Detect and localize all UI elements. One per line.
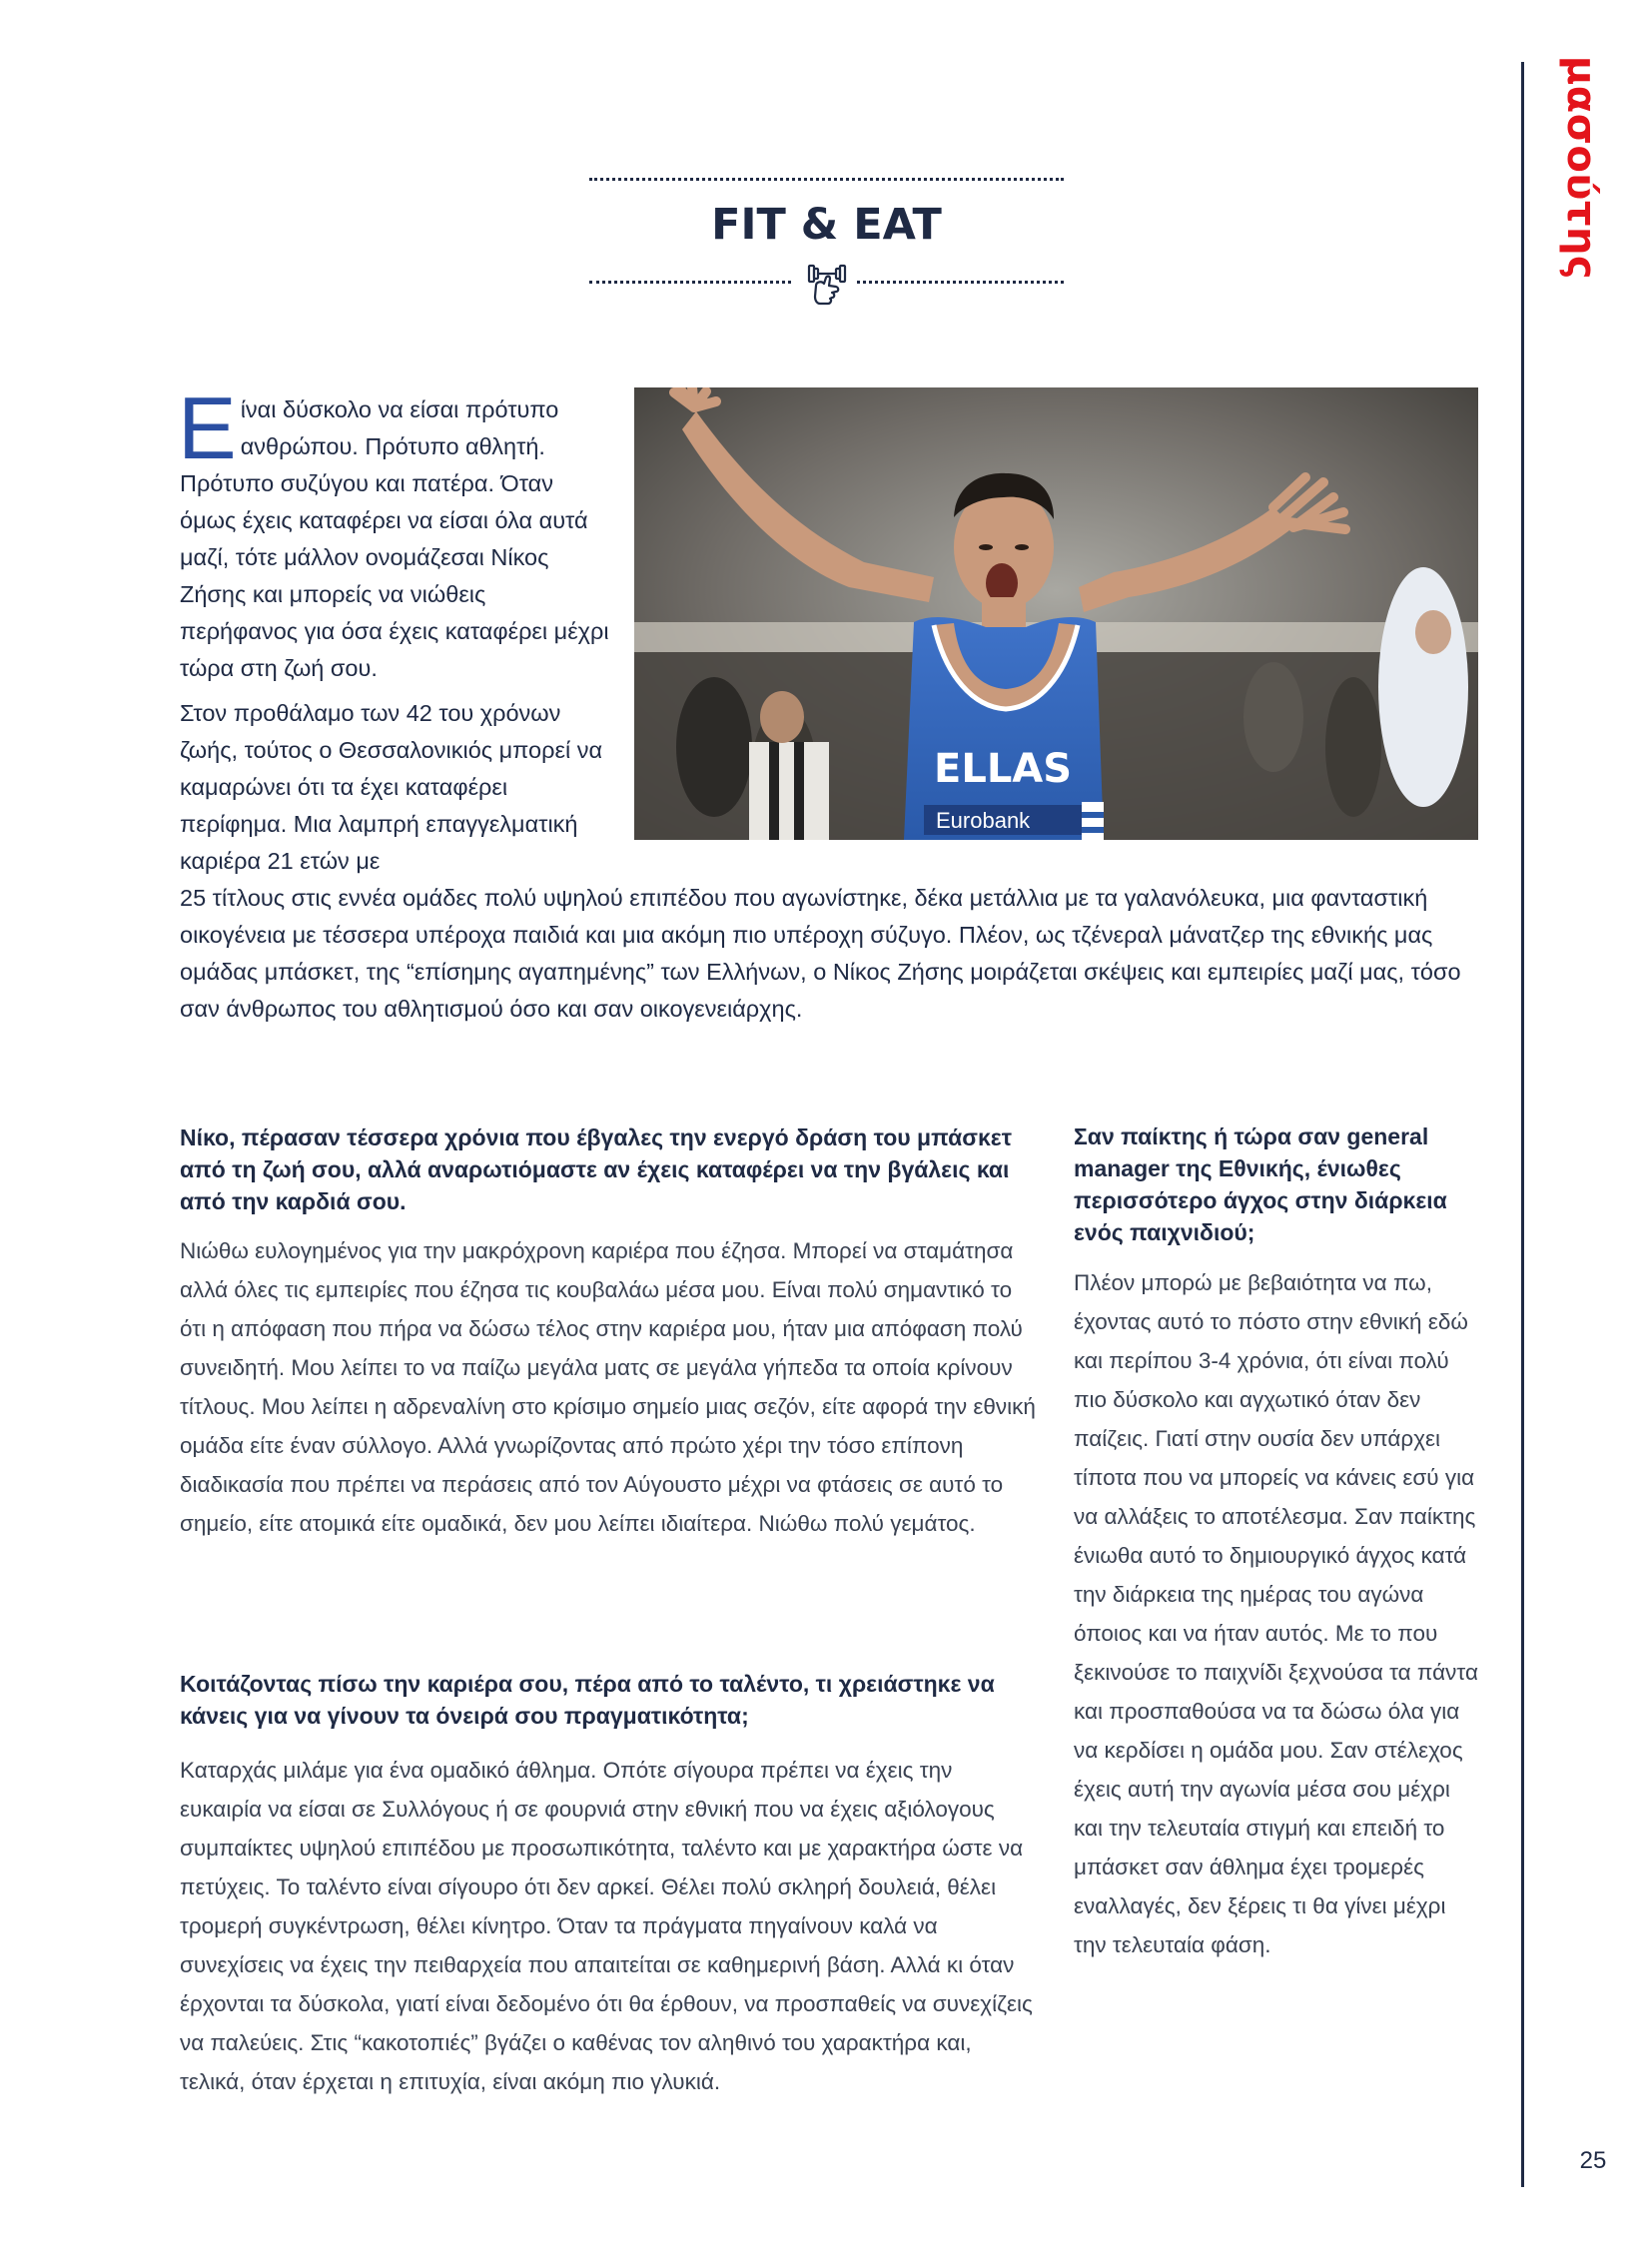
question-2: Κοιτάζοντας πίσω την καριέρα σου, πέρα από το ταλέντο, τι χρειάστηκε να κάνεις για να γίνουν τα όνειρά σου πραγματικότητα; — [180, 1671, 995, 1729]
intro-paragraph-1 — [178, 378, 609, 687]
article-photo — [634, 387, 1478, 840]
sponsor-text: Eurobank — [936, 808, 1031, 833]
section-divider-left — [589, 281, 791, 284]
intro-paragraph-2-continued: 25 τίτλους στις εννέα ομάδες πολύ υψηλού επιπέδου που αγωνίστηκε, δέκα μετάλλια με τα γαλανόλευκα, μια φανταστική οικογένεια με τέσσερα υπέροχα παιδιά και μια ακόμη πιο υπέροχη σύζυγο. Πλέον, ως τζένεραλ μάνατζερ της εθνικής μας ομάδας μπάσκετ, της “επίσημης αγαπημένης” των Ελλήνων, ο Νίκος Ζήσης μοιράζεται σκέψεις και εμπειρίες μαζί μας, τόσο σαν άνθρωπος του αθλητισμού όσο και σαν οικογενειάρχης. — [180, 885, 1461, 1022]
answer-3: Πλέον μπορώ με βεβαιότητα να πω, έχοντας αυτό το πόστο στην εθνική εδώ και περίπου 3-4 χρόνια, ότι είναι πολύ πιο δύσκολο και αγχωτικό όταν δεν παίζεις. Γιατί στην ουσία δεν υπάρχει τίποτα που να μπορείς να κάνεις εσύ για να αλλάξεις το αποτέλεσμα. Σαν παίκτης ένιωθα αυτό το δημιουργικό άγχος κατά την διάρκεια της ημέρας του αγώνα όποιος και να ήταν αυτός. Με το που ξεκινούσε το παιχνίδι ξεχνούσα τα πάντα και προσπαθούσα να τα δώσω όλα για να κερδίσει η ομάδα μου. Σαν στέλεχος έχεις αυτή την αγωνία μέσα σου μέχρι και την τελευταία στιγμή και επειδή το μπάσκετ σαν άθλημα έχει τρομερές εναλλαγές, δεν ξέρεις τι θα γίνει μέχρι την τελευταία φάση. — [1074, 1270, 1478, 1957]
page-number: 25 — [1579, 2147, 1607, 2174]
section-divider-right — [857, 281, 1064, 284]
jersey-text: ELLAS — [934, 746, 1073, 792]
question-3: Σαν παίκτης ή τώρα σαν general manager της Εθνικής, ένιωθες περισσότερο άγχος στην διάρκεια ενός παιχνιδιού; — [1074, 1123, 1447, 1245]
intro-paragraph-1-text: ίναι δύσκολο να είσαι πρότυπο ανθρώπου. Πρότυπο αθλητή. Πρότυπο συζύγου και πατέρα. Όταν όμως έχεις καταφέρει να είσαι όλα αυτά μαζί, τότε μάλλον ονομάζεσαι Νίκος Ζήσης και μπορείς να νιώθεις περήφανος για όσα έχεις καταφέρει μέχρι τώρα στη ζωή σου. — [180, 396, 609, 681]
section-title: FIT & EAT — [711, 200, 942, 250]
answer-2: Καταρχάς μιλάμε για ένα ομαδικό άθλημα. Οπότε σίγουρα πρέπει να έχεις την ευκαιρία να είσαι σε Συλλόγους ή σε φουρνιά στην εθνική που να έχεις αξιόλογους συμπαίκτες υψηλού επιπέδου με προσωπικότητα, ταλέντο και με χαρακτήρα ώστε να πετύχεις. Το ταλέντο είναι σίγουρο ότι δεν αρκεί. Θέλει πολύ σκληρή δουλειά, θέλει τρομερή συγκέντρωση, θέλει κίνητρο. Όταν τα πράγματα πηγαίνουν καλά να συνεχίσεις να έχεις την πειθαρχεία που απαιτείται σε καθημερινή βάση. Αλλά κι όταν έρχονται τα δύσκολα, γιατί είναι δεδομένο ότι θα έρθουν, να προσπαθείς να συνεχίζεις να παλεύεις. Στις “κακοτοπιές” βγάζει ο καθένας τον αληθινό του χαρακτήρα και, τελικά, όταν έρχεται η επιτυχία, είναι ακόμη πιο γλυκιά. — [180, 1758, 1033, 2094]
intro-paragraph-2: Στον προθάλαμο των 42 του χρόνων ζωής, τούτος ο Θεσσαλονικιός μπορεί να καμαρώνει ότι τα έχει καταφέρει περίφημα. Μια λαμπρή επαγγελματική καριέρα 21 ετών με — [180, 700, 603, 874]
basketball-player-photo — [634, 387, 1478, 840]
brand-logo — [1536, 55, 1626, 281]
question-1: Νίκο, πέρασαν τέσσερα χρόνια που έβγαλες την ενεργό δράση του μπάσκετ από τη ζωή σου, αλλά αναρωτιόμαστε αν έχεις καταφέρει να την βγάλεις και από την καρδιά σου. — [180, 1124, 1012, 1214]
dumbbell-hand-icon — [802, 262, 852, 312]
answer-1: Νιώθω ευλογημένος για την μακρόχρονη καριέρα που έζησα. Μπορεί να σταμάτησα αλλά όλες τις εμπειρίες που έζησα τις κουβαλάω μέσα μου. Είναι πολύ σημαντικό το ότι η απόφαση που πήρα να δώσω τέλος στην καριέρα μου, ήταν μια απόφαση πολύ συνειδητή. Μου λείπει το να παίζω μεγάλα ματς σε μεγάλα γήπεδα τα οποία κρίνουν τίτλους. Μου λείπει η αδρεναλίνη στο κρίσιμο σημείο μιας σεζόν, είτε αφορά την εθνική ομάδα είτε έναν σύλλογο. Αλλά γνωρίζοντας από πρώτο χέρι την τόσο επίπονη διαδικασία που πρέπει να περάσεις από τον Αύγουστο μέχρι να φτάσεις σε αυτό το σημείο, είτε ατομικά είτε ομαδικά, δεν μου λείπει ιδιαίτερα. Νιώθω πολύ γεμάτος. — [180, 1238, 1036, 1536]
brand-name: μασούτης — [1558, 55, 1604, 281]
section-divider-top — [589, 178, 1064, 181]
drop-cap: Ε — [178, 378, 237, 477]
vertical-rule — [1521, 62, 1524, 2187]
